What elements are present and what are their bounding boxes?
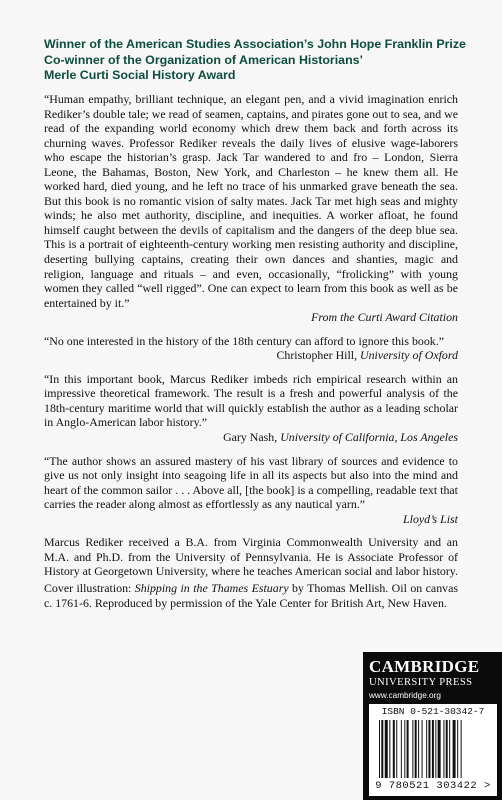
attribution-source: University of Oxford xyxy=(360,348,458,363)
quote-text: “No one interested in the history of the 18th century can afford to ignore this book.” xyxy=(44,333,444,348)
review-quote xyxy=(44,454,458,527)
attribution-name: Gary Nash, xyxy=(223,430,281,445)
ean-digits: 9 780521 303422 > xyxy=(375,780,491,792)
cover-credit-suffix: by Thomas Mellish. Oil on canvas c. 1761-6. Reproduced by permission of the Yale Center for British Art, New Haven. xyxy=(44,580,458,610)
isbn-label: ISBN 0-521-30342-7 xyxy=(381,706,485,717)
review-quote xyxy=(44,92,458,325)
cover-credit-prefix: Cover illustration: xyxy=(44,580,135,595)
publisher-subname: UNIVERSITY PRESS xyxy=(369,677,473,688)
quote-attribution xyxy=(44,430,458,445)
publisher-logo: CAMBRIDGE xyxy=(369,657,480,676)
publisher-url: www.cambridge.org xyxy=(369,691,441,700)
barcode-box xyxy=(369,704,497,796)
quote-attribution xyxy=(44,512,458,527)
attribution-source: University of California, Los Angeles xyxy=(280,430,458,445)
painting-title: Shipping in the Thames Estuary xyxy=(134,580,289,595)
attribution-source: From the Curti Award Citation xyxy=(311,310,458,325)
back-cover-text xyxy=(44,92,458,610)
award-line-2: Co-winner of the Organization of American Historians’ xyxy=(44,52,363,67)
author-bio xyxy=(44,535,458,579)
quote-text: “In this important book, Marcus Rediker imbeds rich empirical research within an impressive theoretical framework. The result is a fresh and powerful analysis of the 18th-century maritime world that will quickly establish the author as a leading scholar in Anglo-American labor history.” xyxy=(44,371,458,430)
review-quote xyxy=(44,372,458,445)
awards-block xyxy=(44,37,484,84)
quote-attribution xyxy=(44,348,458,363)
award-line-3: Merle Curti Social History Award xyxy=(44,68,236,82)
quote-attribution xyxy=(44,310,458,325)
barcode-icon xyxy=(377,720,491,778)
quote-text: “The author shows an assured mastery of his vast library of sources and evidence to give us not only insight into seagoing life in all its aspects but also into the mind and heart of the common sailor . . . Above all, [the book] is a compelling, readable text that carries the reader along almost as effortlessly as any nautical yarn.” xyxy=(44,453,458,512)
publisher-block xyxy=(363,652,502,800)
review-quote xyxy=(44,334,458,363)
cover-credit xyxy=(44,581,458,610)
attribution-source: Lloyd’s List xyxy=(403,511,458,526)
attribution-name: Christopher Hill, xyxy=(276,348,361,363)
quote-text: “Human empathy, brilliant technique, an elegant pen, and a vivid imagination enrich Rediker’s double tale; we read of seamen, captains, and pirates gone out to sea, and we read of the expanding world economy which drew them back and forth across its churning waves. Professor Rediker reveals the daily lives of elusive wage-laborers who escape the historian’s grasp. Jack Tar wandered to and fro – London, Sierra Leone, the Bahamas, Boston, New York, and Charleston – he knew them all. He worked hard, died young, and he left no trace of his unmarked grave beneath the sea. But this book is no romantic vision of salty mates. Jack Tar met high seas and mighty winds; he also met authority, discipline, and inequities. A worker afloat, he found himself caught between the devils of capitalism and the dangers of the deep blue sea. This is a portrait of eighteenth-century working men resisting authority and discipline, deserting bullying captains, creating their own dances and shanties, magic and religion, language and rituals – and even, occasionally, “frolicking” with young women they called “well rigged”. One can expect to learn from this book as well as be entertained by it.” xyxy=(44,92,458,310)
author-bio-text: Marcus Rediker received a B.A. from Virginia Commonwealth University and an M.A. and Ph.D. from the University of Pennsylvania. He is Associate Professor of History at Georgetown University, where he teaches American social and labor history. xyxy=(44,535,458,579)
award-line-1: Winner of the American Studies Association’s John Hope Franklin Prize xyxy=(44,37,466,51)
